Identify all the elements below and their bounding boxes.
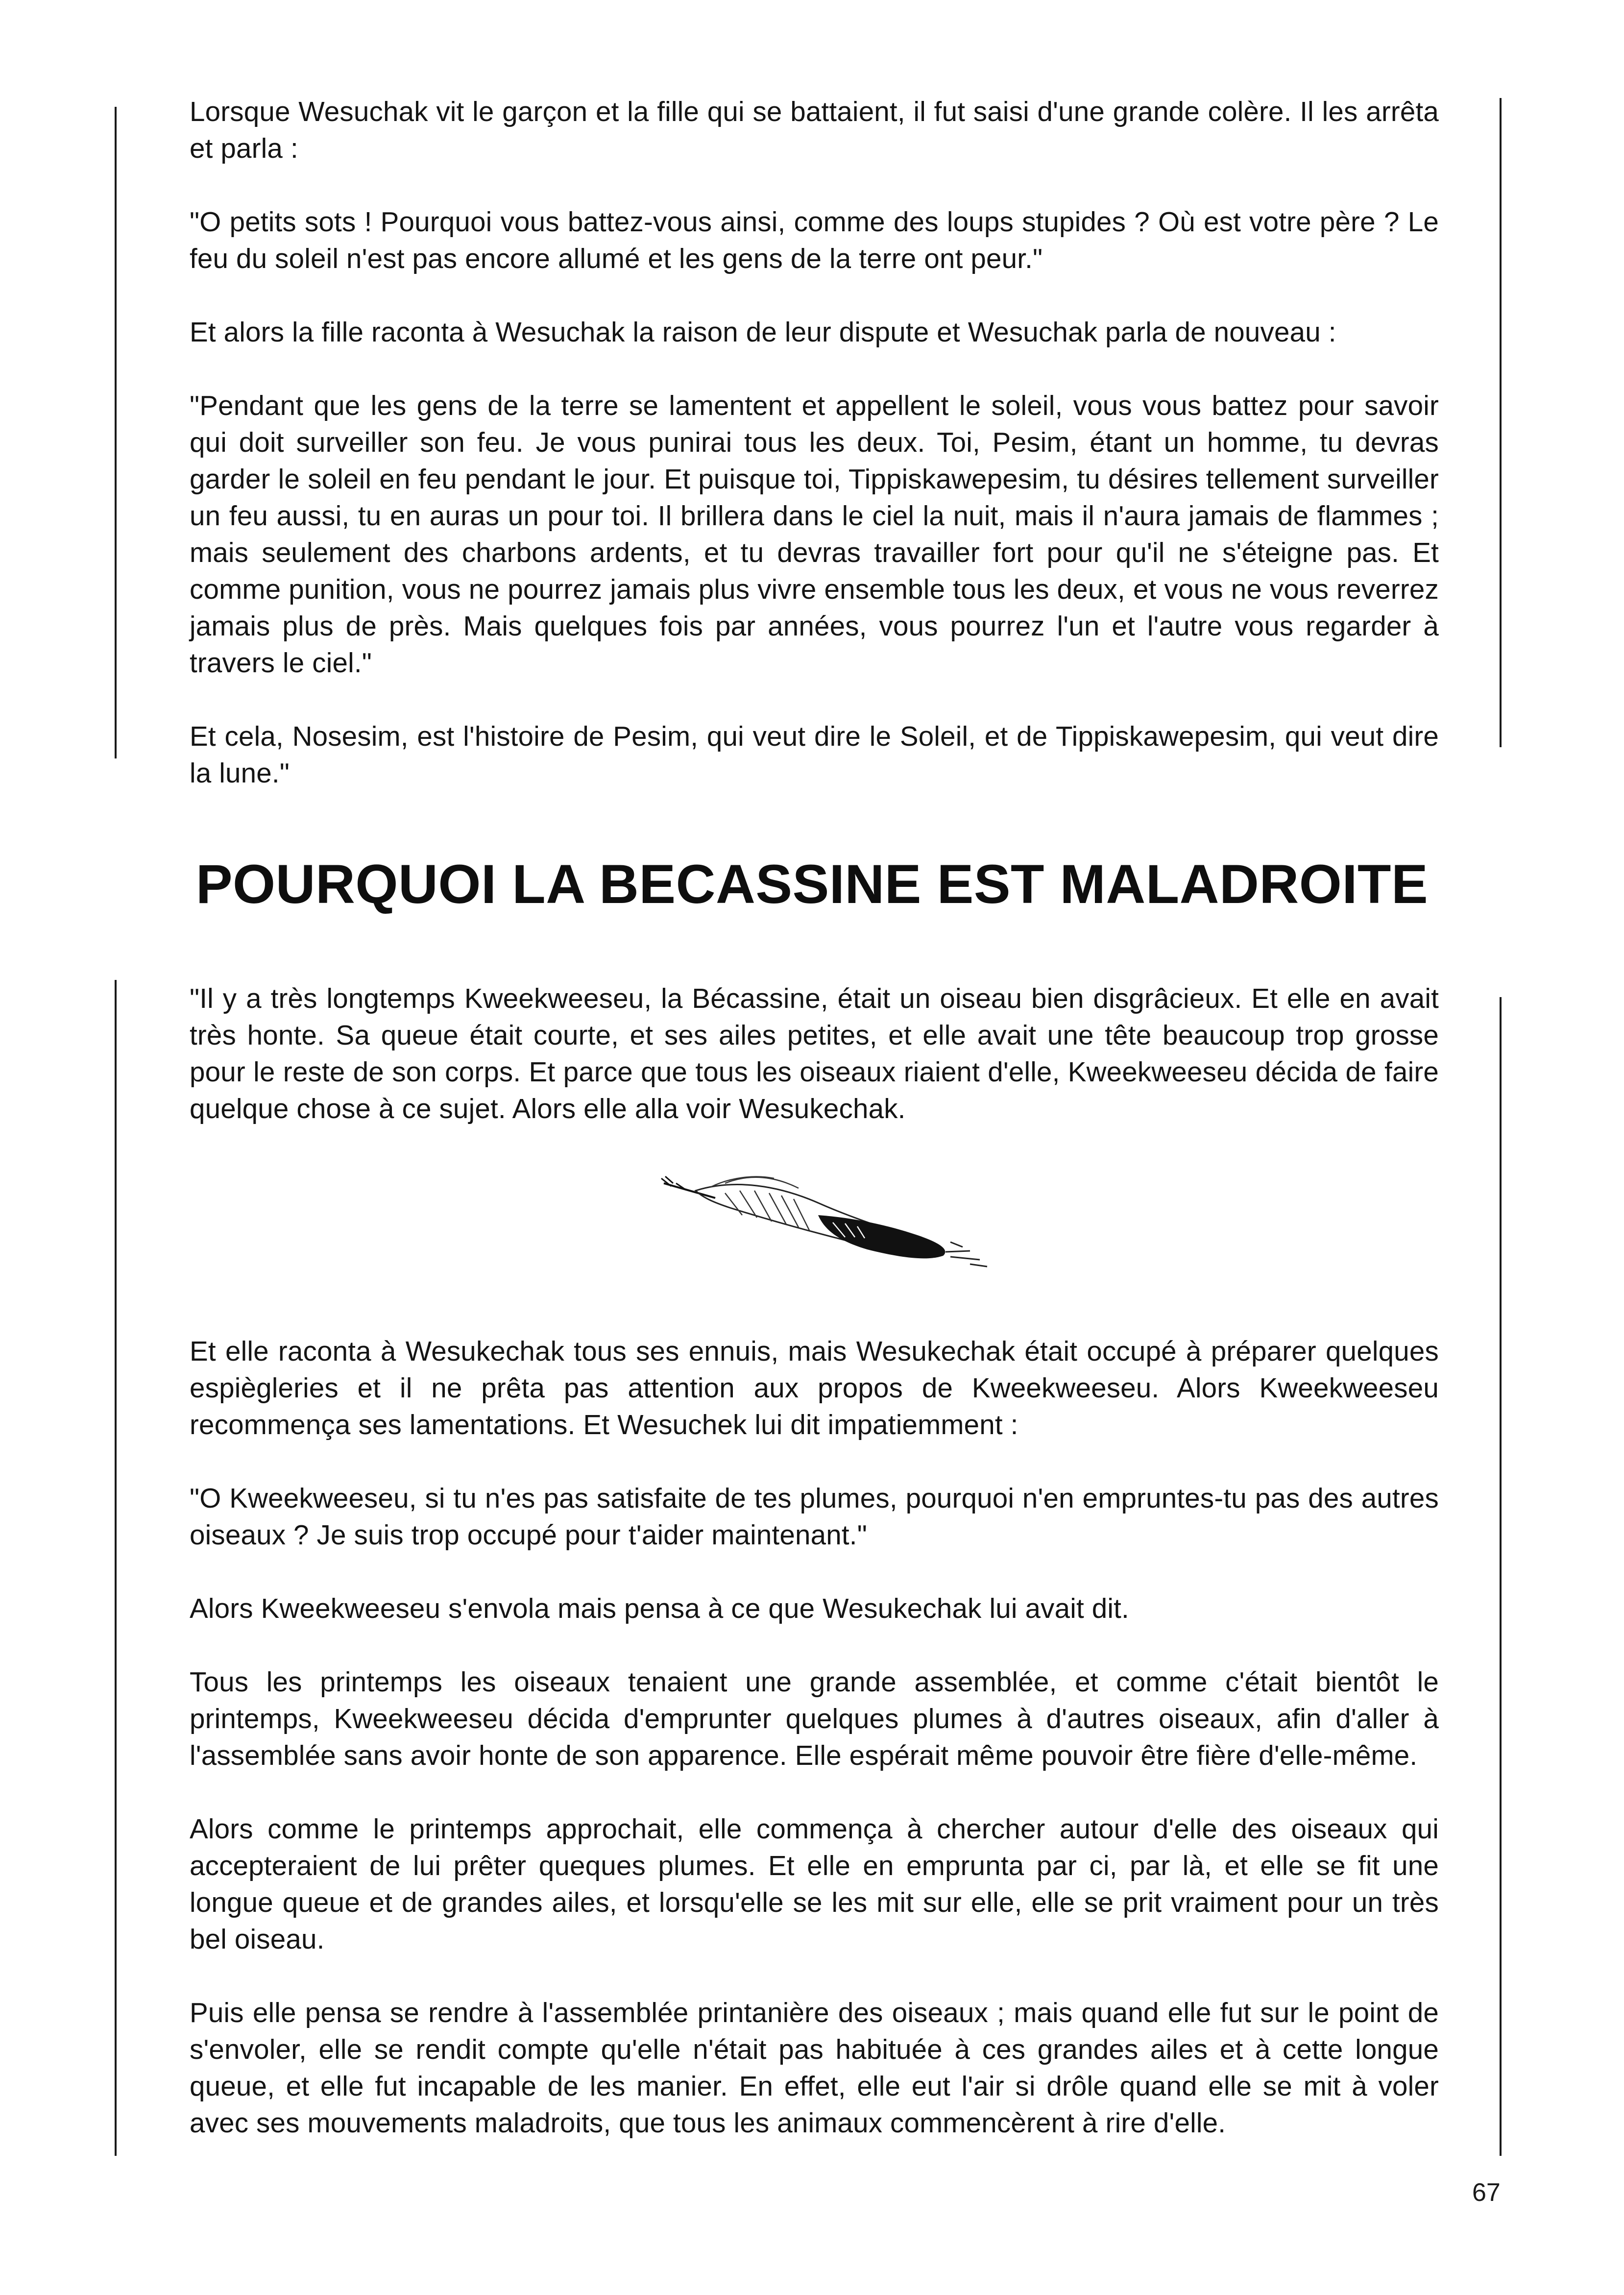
paragraph: Et alors la fille raconta à Wesuchak la raison de leur dispute et Wesuchak parla de nouveau : (190, 317, 1336, 347)
paragraph: Puis elle pensa se rendre à l'assemblée printanière des oiseaux ; mais quand elle fut sur le point de s'envoler, elle se rendit compte qu'elle n'était pas habituée à ces grandes ailes et à cette longue queue, et elle fut incapable de les manier. En effet, elle eut l'air si drôle quand elle se mit à voler avec ses mouvements maladroits, que tous les animaux commencèrent à rire d'elle. (190, 1997, 1439, 2138)
feather-quill (664, 1183, 715, 1198)
feather-tip (818, 1215, 945, 1258)
paragraph: Tous les printemps les oiseaux tenaient une grande assemblée, et comme c'était bientôt le printemps, Kweekweeseu décida d'emprunter quelques plumes à d'autres oiseaux, afin d'aller à l'assemblée sans avoir honte de son apparence. Elle espérait même pouvoir être fière d'elle-même. (190, 1666, 1439, 1771)
margin-bar-right-top (1500, 98, 1502, 747)
margin-bar-right-bottom (1500, 997, 1502, 2156)
page-number: 67 (1472, 2178, 1501, 2207)
margin-bar-left-top (115, 107, 117, 758)
story-body (190, 1333, 1439, 2141)
paragraph: "Pendant que les gens de la terre se lamentent et appellent le soleil, vous vous battez pour savoir qui doit surveiller son feu. Je vous punirai tous les deux. Toi, Pesim, étant un homme, tu devras garder le soleil en feu pendant le jour. Et puisque toi, Tippiskawepesim, tu désires tellement surveiller un feu aussi, tu en auras un pour toi. Il brillera dans le ciel la nuit, mais il n'aura jamais de flammes ; mais seulement des charbons ardents, et tu devras travailler fort pour qu'il ne s'éteigne pas. Et comme punition, vous ne pourrez jamais plus vivre ensemble tous les deux, et vous ne vous reverrez jamais plus de près. Mais quelques fois par années, vous pourrez l'un et l'autre vous regarder à travers le ciel." (190, 390, 1439, 678)
paragraph: Alors Kweekweeseu s'envola mais pensa à ce que Wesukechak lui avait dit. (190, 1593, 1129, 1624)
story-intro (190, 980, 1439, 1127)
feather-icon (656, 1164, 990, 1281)
paragraph: Lorsque Wesuchak vit le garçon et la fille qui se battaient, il fut saisi d'une grande colère. Il les arrêta et parla : (190, 96, 1439, 164)
story-continuation (190, 93, 1439, 791)
paragraph: Et cela, Nosesim, est l'histoire de Pesim, qui veut dire le Soleil, et de Tippiskawepesim, qui veut dire la lune." (190, 721, 1439, 788)
paragraph: "O petits sots ! Pourquoi vous battez-vous ainsi, comme des loups stupides ? Où est votre père ? Le feu du soleil n'est pas encore allumé et les gens de la terre ont peur." (190, 206, 1439, 274)
paragraph: Alors comme le printemps approchait, elle commença à chercher autour d'elle des oiseaux qui accepteraient de lui prêter queques plumes. Et elle en emprunta par ci, par là, et elle se fit une longue queue et de grandes ailes, et lorsqu'elle se les mit sur elle, elle se prit vraiment pour un très bel oiseau. (190, 1813, 1439, 1954)
margin-bar-left-bottom (115, 980, 117, 2156)
paragraph: "Il y a très longtemps Kweekweeseu, la Bécassine, était un oiseau bien disgrâcieux. Et elle en avait très honte. Sa queue était courte, et ses ailes petites, et elle avait une tête beaucoup trop grosse pour le reste de son corps. Et parce que tous les oiseaux riaient d'elle, Kweekweeseu décida de faire quelque chose à ce sujet. Alors elle alla voir Wesukechak. (190, 983, 1439, 1124)
paragraph: "O Kweekweeseu, si tu n'es pas satisfaite de tes plumes, pourquoi n'en empruntes-tu pas des autres oiseaux ? Je suis trop occupé pour t'aider maintenant." (190, 1483, 1439, 1550)
story-title: POURQUOI LA BECASSINE EST MALADROITE (195, 854, 1429, 915)
paragraph: Et elle raconta à Wesukechak tous ses ennuis, mais Wesukechak était occupé à préparer quelques espiègleries et il ne prêta pas attention aux propos de Kweekweeseu. Alors Kweekweeseu recommença ses lamentations. Et Wesuchek lui dit impatiemment : (190, 1336, 1439, 1440)
